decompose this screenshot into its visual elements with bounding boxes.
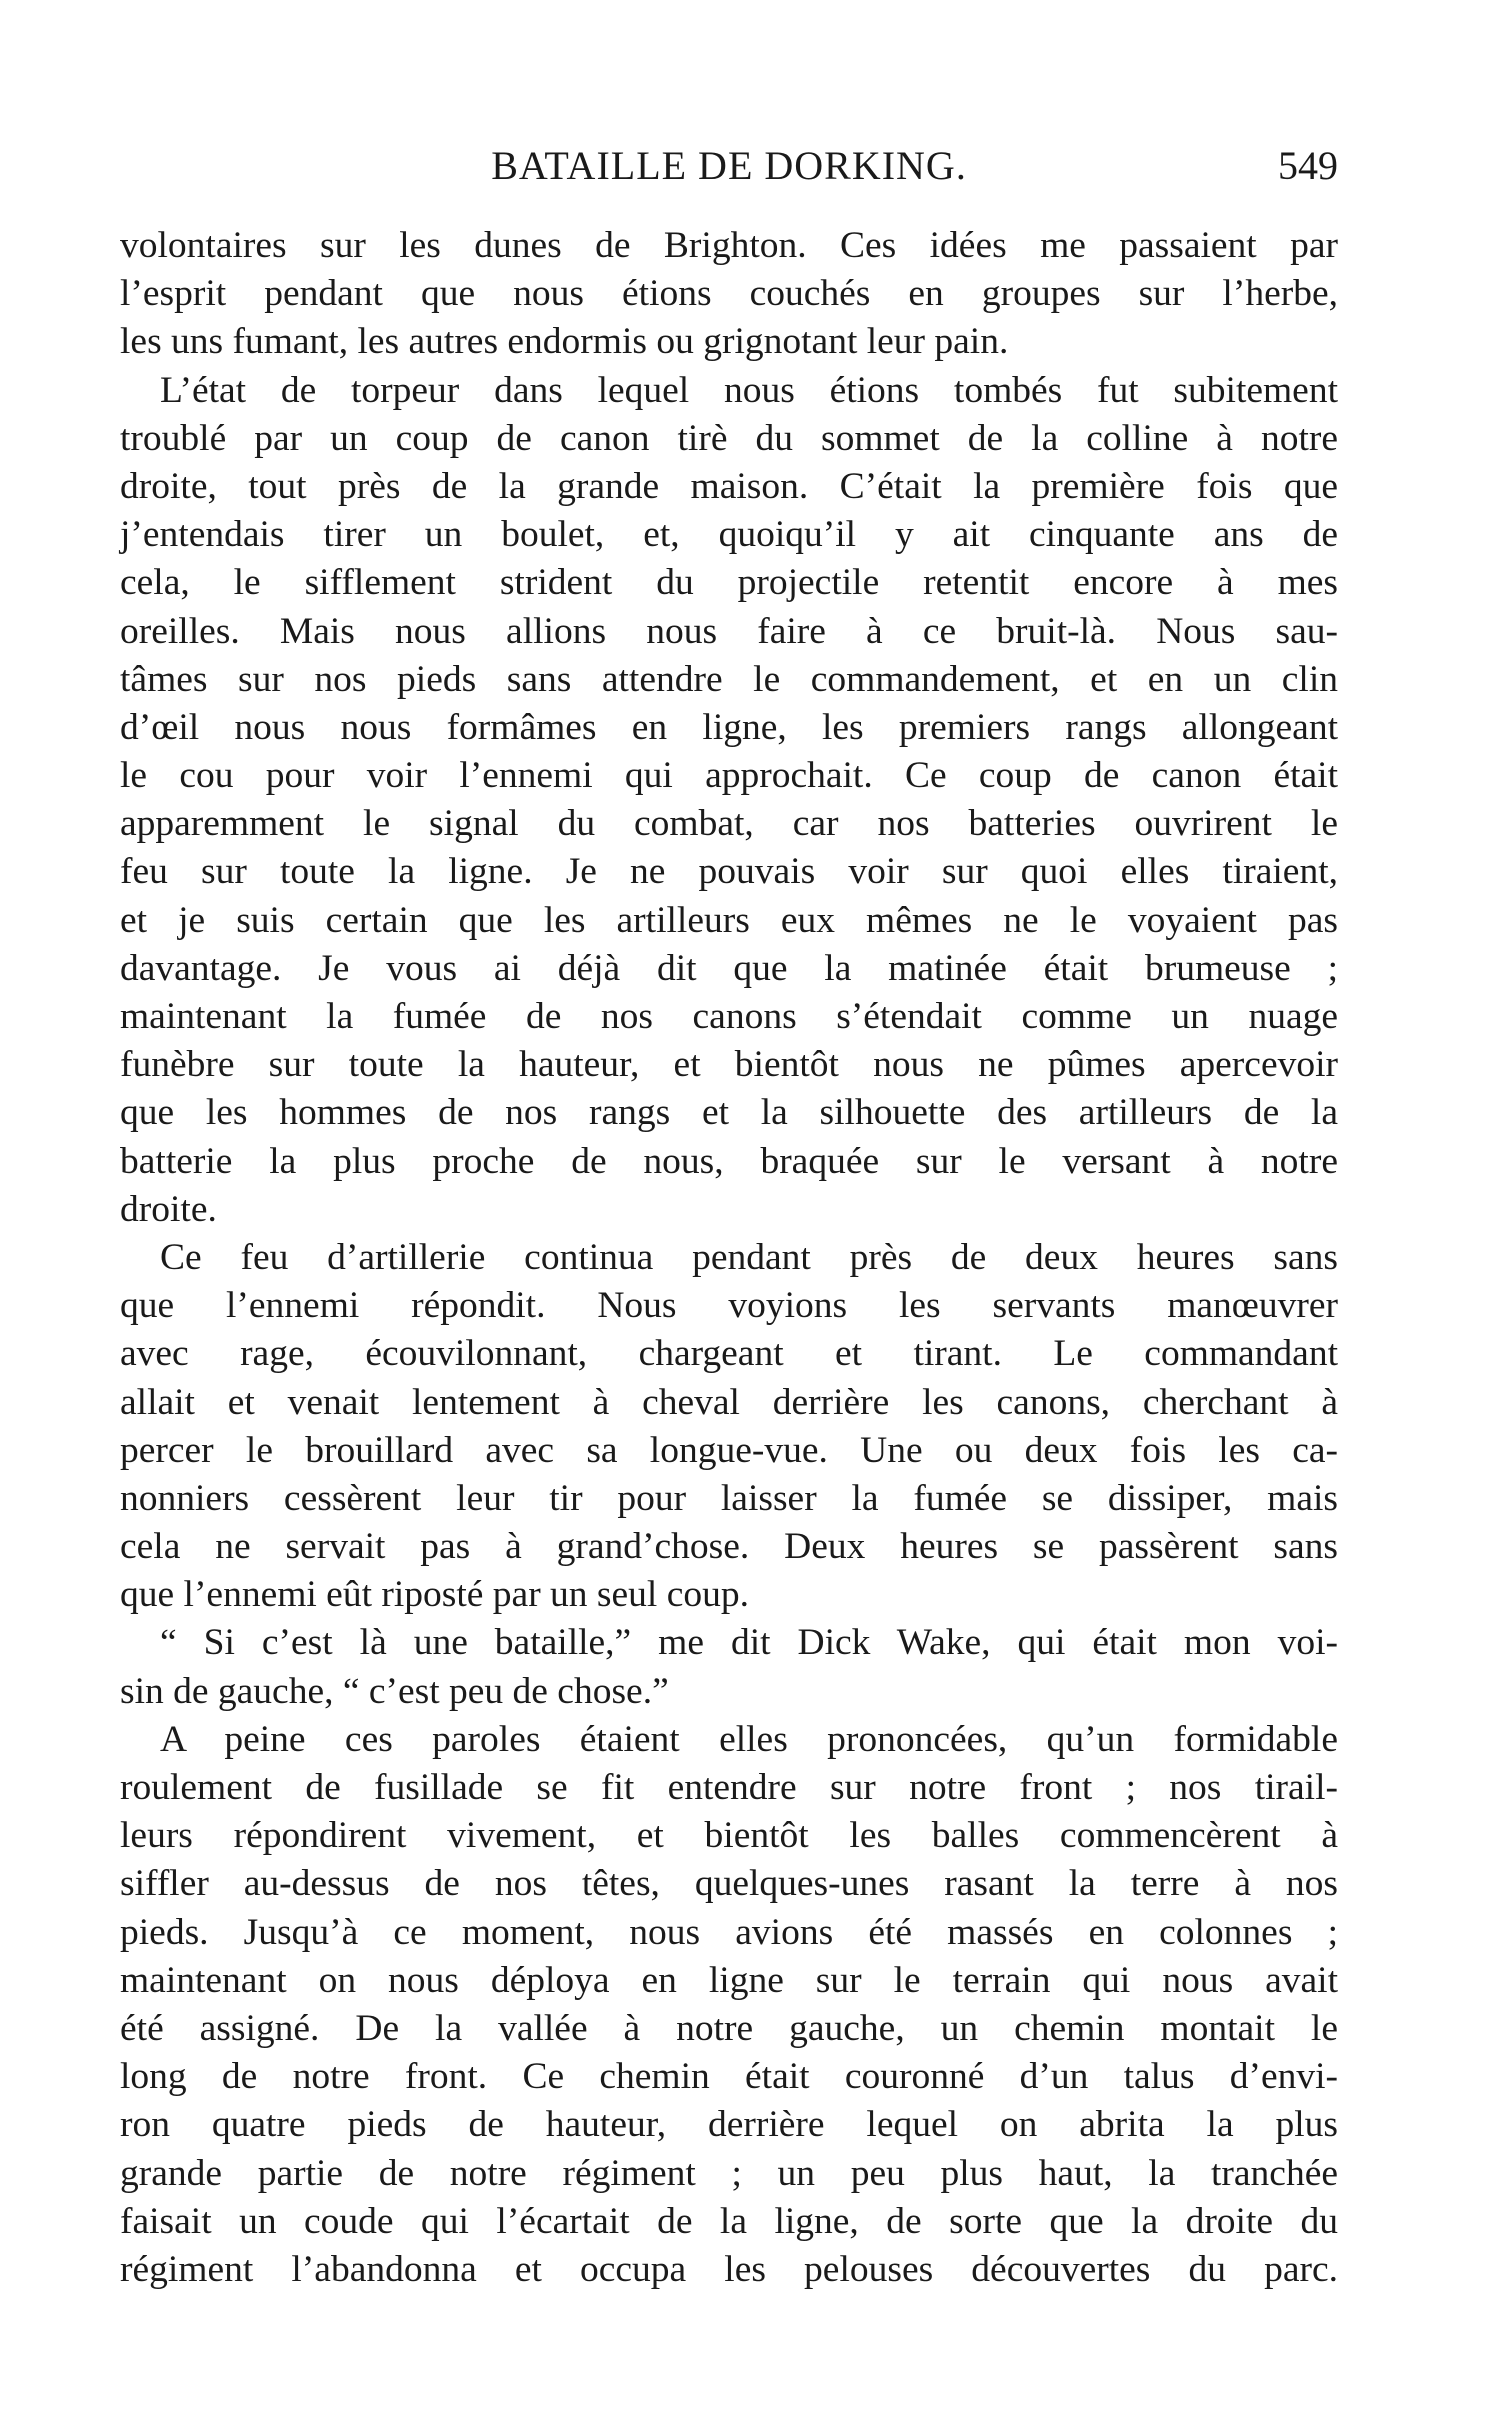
text-line: roulement de fusillade se fit entendre sur notre front ; nos tirail- <box>120 1767 1338 1808</box>
text-line: long de notre front. Ce chemin était couronné d’un talus d’envi- <box>120 2056 1338 2098</box>
text-line: d’œil nous nous formâmes en ligne, les premiers rangs allongeant <box>120 706 1338 748</box>
text-line: l’esprit pendant que nous étions couchés en groupes sur l’herbe, <box>120 273 1338 315</box>
text-line: “ Si c’est là une bataille,” me dit Dick Wake, qui était mon voi- <box>160 1622 1338 1664</box>
page-number: 549 <box>1278 143 1338 188</box>
text-line: tâmes sur nos pieds sans attendre le commandement, et en un clin <box>120 658 1338 700</box>
body-text <box>120 222 1338 2294</box>
text-line: que l’ennemi eût riposté par un seul coup. <box>120 1574 749 1616</box>
text-line: grande partie de notre régiment ; un peu plus haut, la tranchée <box>120 2152 1338 2194</box>
text-line: le cou pour voir l’ennemi qui approchait. Ce coup de canon était <box>120 755 1338 797</box>
text-line: percer le brouillard avec sa longue-vue. Une ou deux fois les ca- <box>120 1429 1338 1471</box>
text-line: j’entendais tirer un boulet, et, quoiqu’il y ait cinquante ans de <box>120 514 1338 556</box>
text-line: siffler au-dessus de nos têtes, quelques-unes rasant la terre à nos <box>120 1863 1338 1905</box>
text-line: pieds. Jusqu’à ce moment, nous avions été massés en colonnes ; <box>120 1911 1338 1953</box>
text-line: volontaires sur les dunes de Brighton. Ces idées me passaient par <box>120 225 1338 266</box>
text-line: Ce feu d’artillerie continua pendant près de deux heures sans <box>160 1236 1338 1278</box>
text-line: maintenant la fumée de nos canons s’étendait comme un nuage <box>120 996 1338 1037</box>
text-line: A peine ces paroles étaient elles prononcées, qu’un formidable <box>160 1718 1338 1760</box>
text-line: droite, tout près de la grande maison. C’était la première fois que <box>120 465 1338 507</box>
text-line: droite. <box>120 1188 217 1230</box>
text-line: allait et venait lentement à cheval derrière les canons, cherchant à <box>120 1381 1338 1423</box>
text-line: sin de gauche, “ c’est peu de chose.” <box>120 1670 669 1712</box>
text-line: L’état de torpeur dans lequel nous étions tombés fut subitement <box>160 369 1338 411</box>
running-title: BATAILLE DE DORKING. <box>491 143 967 188</box>
text-line: apparemment le signal du combat, car nos batteries ouvrirent le <box>120 803 1338 845</box>
text-line: les uns fumant, les autres endormis ou grignotant leur pain. <box>120 321 1009 363</box>
text-line: que les hommes de nos rangs et la silhouette des artilleurs de la <box>120 1092 1338 1134</box>
text-line: troublé par un coup de canon tirè du sommet de la colline à notre <box>120 417 1338 459</box>
text-line: nonniers cessèrent leur tir pour laisser la fumée se dissiper, mais <box>120 1477 1338 1519</box>
text-line: batterie la plus proche de nous, braquée sur le versant à notre <box>120 1140 1338 1182</box>
text-line: cela ne servait pas à grand’chose. Deux heures se passèrent sans <box>120 1526 1338 1568</box>
text-line: et je suis certain que les artilleurs eux mêmes ne le voyaient pas <box>120 899 1338 941</box>
text-line: que l’ennemi répondit. Nous voyions les servants manœuvrer <box>120 1285 1338 1327</box>
running-head <box>120 138 1338 194</box>
text-line: cela, le sifflement strident du projectile retentit encore à mes <box>120 562 1338 604</box>
text-line: feu sur toute la ligne. Je ne pouvais voir sur quoi elles tiraient, <box>120 851 1338 893</box>
text-line: leurs répondirent vivement, et bientôt les balles commencèrent à <box>120 1815 1338 1857</box>
text-line: funèbre sur toute la hauteur, et bientôt nous ne pûmes apercevoir <box>120 1044 1338 1086</box>
text-line: oreilles. Mais nous allions nous faire à ce bruit-là. Nous sau- <box>120 610 1338 652</box>
text-line: avec rage, écouvilonnant, chargeant et tirant. Le commandant <box>120 1333 1338 1375</box>
text-line: régiment l’abandonna et occupa les pelouses découvertes du parc. <box>120 2248 1338 2290</box>
text-line: maintenant on nous déploya en ligne sur le terrain qui nous avait <box>120 1959 1338 2001</box>
text-line: faisait un coude qui l’écartait de la ligne, de sorte que la droite du <box>120 2200 1338 2242</box>
text-line: davantage. Je vous ai déjà dit que la matinée était brumeuse ; <box>120 947 1338 989</box>
text-line: ron quatre pieds de hauteur, derrière lequel on abrita la plus <box>120 2104 1338 2146</box>
text-line: été assigné. De la vallée à notre gauche, un chemin montait le <box>120 2007 1338 2049</box>
